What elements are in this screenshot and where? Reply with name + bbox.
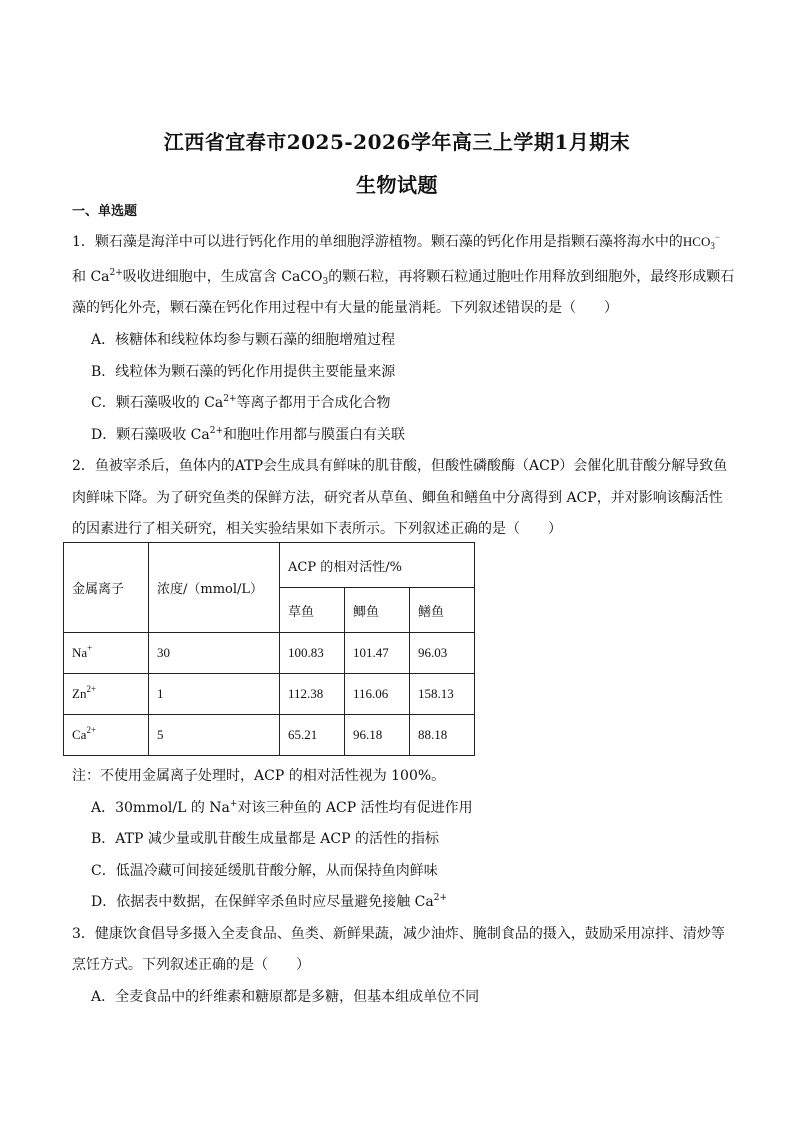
section-heading: 一、单选题 [72,204,138,219]
header-activity: ACP 的相对活性/% [280,543,475,588]
cell-conc: 5 [149,715,280,756]
question-3-line-2: 烹饪方式。下列叙述正确的是（ ） [72,957,310,973]
cell-value: 96.18 [345,715,410,756]
cell-value: 96.03 [410,633,475,674]
question-2-line-1: 2．鱼被宰杀后，鱼体内的ATP会生成具有鲜味的肌苷酸，但酸性磷酸酶（ACP）会催化肌苷酸分解导致鱼 [72,458,728,474]
cell-conc: 1 [149,674,280,715]
question-1-option-b: B．线粒体为颗石藻的钙化作用提供主要能量来源 [91,364,396,380]
question-2-line-3: 的因素进行了相关研究，相关实验结果如下表所示。下列叙述正确的是（ ） [72,521,562,537]
question-2-line-2: 肉鲜味下降。为了研究鱼类的保鲜方法，研究者从草鱼、鲫鱼和鳝鱼中分离得到 ACP，并对影响该酶活性 [72,490,723,506]
cell-value: 88.18 [410,715,475,756]
question-1-line-3: 藻的钙化外壳，颗石藻在钙化作用过程中有大量的能量消耗。下列叙述错误的是（ ） [72,300,618,316]
cell-value: 158.13 [410,674,475,715]
question-2-option-b: B．ATP 减少量或肌苷酸生成量都是 ACP 的活性的指标 [91,831,439,847]
cell-value: 116.06 [345,674,410,715]
table-row [64,715,475,756]
header-fish-eel: 鳝鱼 [410,588,475,633]
table-note: 注：不使用金属离子处理时，ACP 的相对活性视为 100%。 [72,768,446,784]
question-1-option-a: A．核糖体和线粒体均参与颗石藻的细胞增殖过程 [91,332,396,348]
question-1-line-2: 和 $Ca^{2+}$吸收进细胞中，生成富含 CaCO$_3$的颗石粒，再将颗石粒通过胞吐作用释放到细胞外，最终形成颗石 [72,268,735,287]
table-row [64,633,475,674]
hco3-formula: $HCO_3^-$ [682,232,720,251]
cell-ion: Na+ [64,633,149,674]
question-1-option-c: C．颗石藻吸收的 $Ca^{2+}$等离子都用于合成化合物 [91,394,391,411]
question-2-option-c: C．低温冷藏可间接延缓肌苷酸分解，从而保持鱼肉鲜味 [91,863,438,879]
cell-conc: 30 [149,633,280,674]
exam-subject: 生物试题 [356,173,438,197]
question-2-option-a: A．30mmol/L 的 Na+对该三种鱼的 ACP 活性均有促进作用 [91,799,473,816]
cell-ion: $Ca^{2+}$ [64,715,149,756]
question-3-option-a: A．全麦食品中的纤维素和糖原都是多糖，但基本组成单位不同 [91,989,480,1005]
question-2-option-d: D．依据表中数据，在保鲜宰杀鱼时应尽量避免接触 $Ca^{2+}$ [91,893,448,910]
question-3-line-1: 3．健康饮食倡导多摄入全麦食品、鱼类、新鲜果蔬，减少油炸、腌制食品的摄入，鼓励采用凉拌、清炒等 [72,926,725,942]
cell-value: 101.47 [345,633,410,674]
cell-value: 100.83 [280,633,345,674]
question-1-option-d: D．颗石藻吸收 $Ca^{2+}$和胞吐作用都与膜蛋白有关联 [91,426,406,443]
question-1-line-1: 1．颗石藻是海洋中可以进行钙化作用的单细胞浮游植物。颗石藻的钙化作用是指颗石藻将海水中的$HCO_3^-$ [72,232,720,251]
exam-title: 江西省宜春市2025-2026学年高三上学期1月期末 [163,130,631,154]
header-fish-grass-carp: 草鱼 [280,588,345,633]
cell-ion: $Zn^{2+}$ [64,674,149,715]
header-fish-crucian-carp: 鲫鱼 [345,588,410,633]
table-row [64,674,475,715]
header-ion: 金属离子 [64,543,149,633]
cell-value: 65.21 [280,715,345,756]
acp-activity-table [63,542,475,756]
header-concentration: 浓度/（mmol/L） [149,543,280,633]
cell-value: 112.38 [280,674,345,715]
